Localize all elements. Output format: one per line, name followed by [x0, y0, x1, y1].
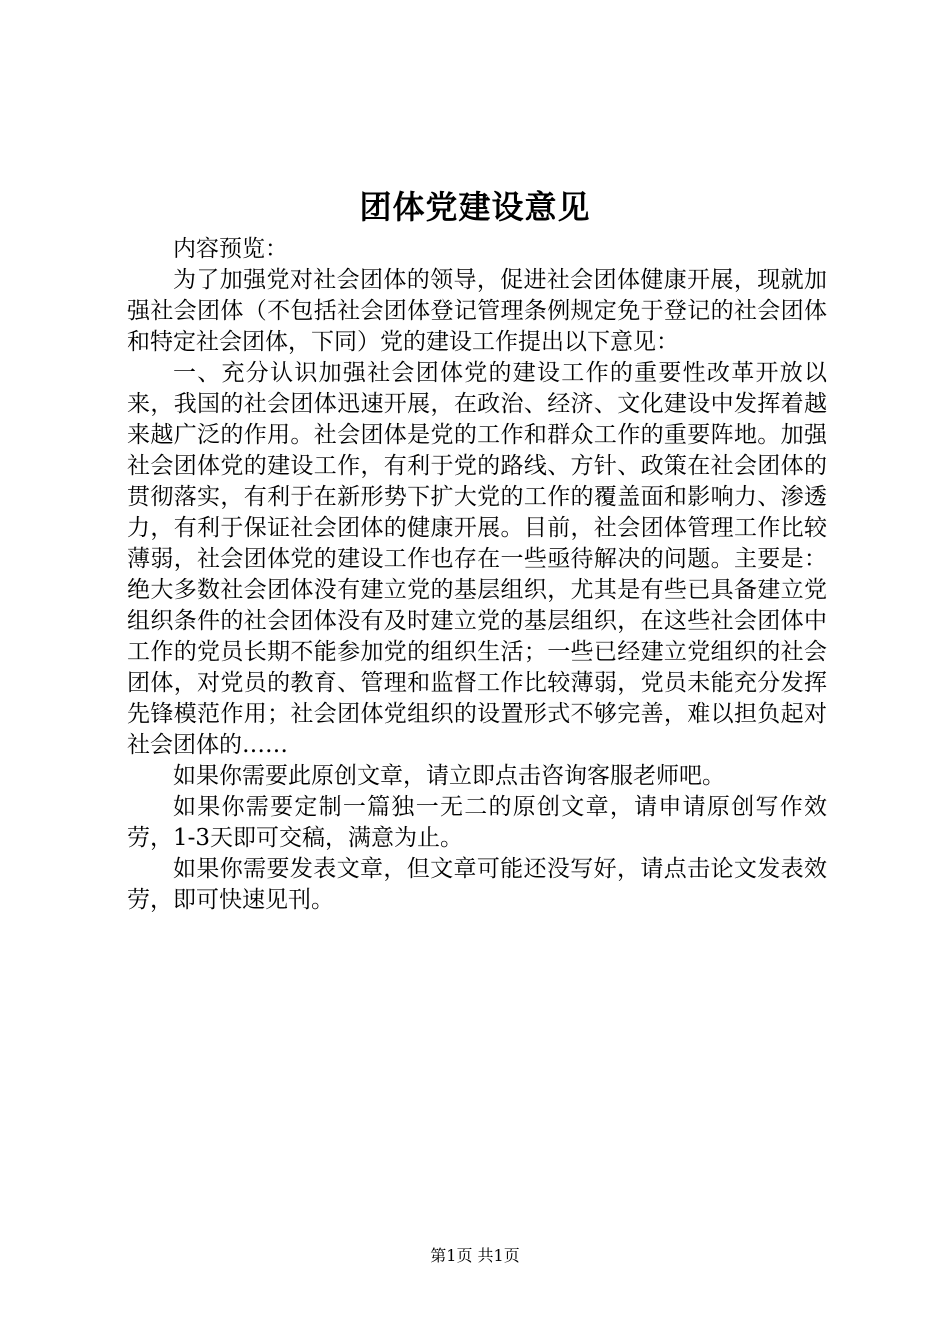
document-body — [127, 234, 827, 916]
preview-label: 内容预览： — [173, 236, 288, 262]
paragraph-custom-writing: 如果你需要定制一篇独一无二的原创文章，请申请原创写作效劳，1-3天即可交稿，满意为止。 — [127, 794, 827, 851]
page-number-footer: 第1页 共1页 — [430, 1246, 520, 1265]
paragraph-intro: 为了加强党对社会团体的领导，促进社会团体健康开展，现就加强社会团体（不包括社会团体登记管理条例规定免于登记的社会团体和特定社会团体，下同）党的建设工作提出以下意见： — [127, 267, 827, 355]
paragraph-contact-service: 如果你需要此原创文章，请立即点击咨询客服老师吧。 — [173, 763, 725, 789]
paragraph-section-one: 一、充分认识加强社会团体党的建设工作的重要性改革开放以来，我国的社会团体迅速开展，在政治、经济、文化建设中发挥着越来越广泛的作用。社会团体是党的工作和群众工作的重要阵地。加强社会团体党的建设工作，有利于党的路线、方针、政策在社会团体的贯彻落实，有利于在新形势下扩大党的工作的覆盖面和影响力、渗透力，有利于保证社会团体的健康开展。目前，社会团体管理工作比较薄弱，社会团体党的建设工作也存在一些亟待解决的问题。主要是：绝大多数社会团体没有建立党的基层组织，尤其是有些已具备建立党组织条件的社会团体没有及时建立党的基层组织，在这些社会团体中工作的党员长期不能参加党的组织生活；一些已经建立党组织的社会团体，对党员的教育、管理和监督工作比较薄弱，党员未能充分发挥先锋模范作用；社会团体党组织的设置形式不够完善，难以担负起对社会团体的…… — [127, 360, 827, 758]
paragraph-publish: 如果你需要发表文章，但文章可能还没写好，请点击论文发表效劳，即可快速见刊。 — [127, 856, 827, 913]
document-title: 团体党建设意见 — [359, 188, 591, 226]
